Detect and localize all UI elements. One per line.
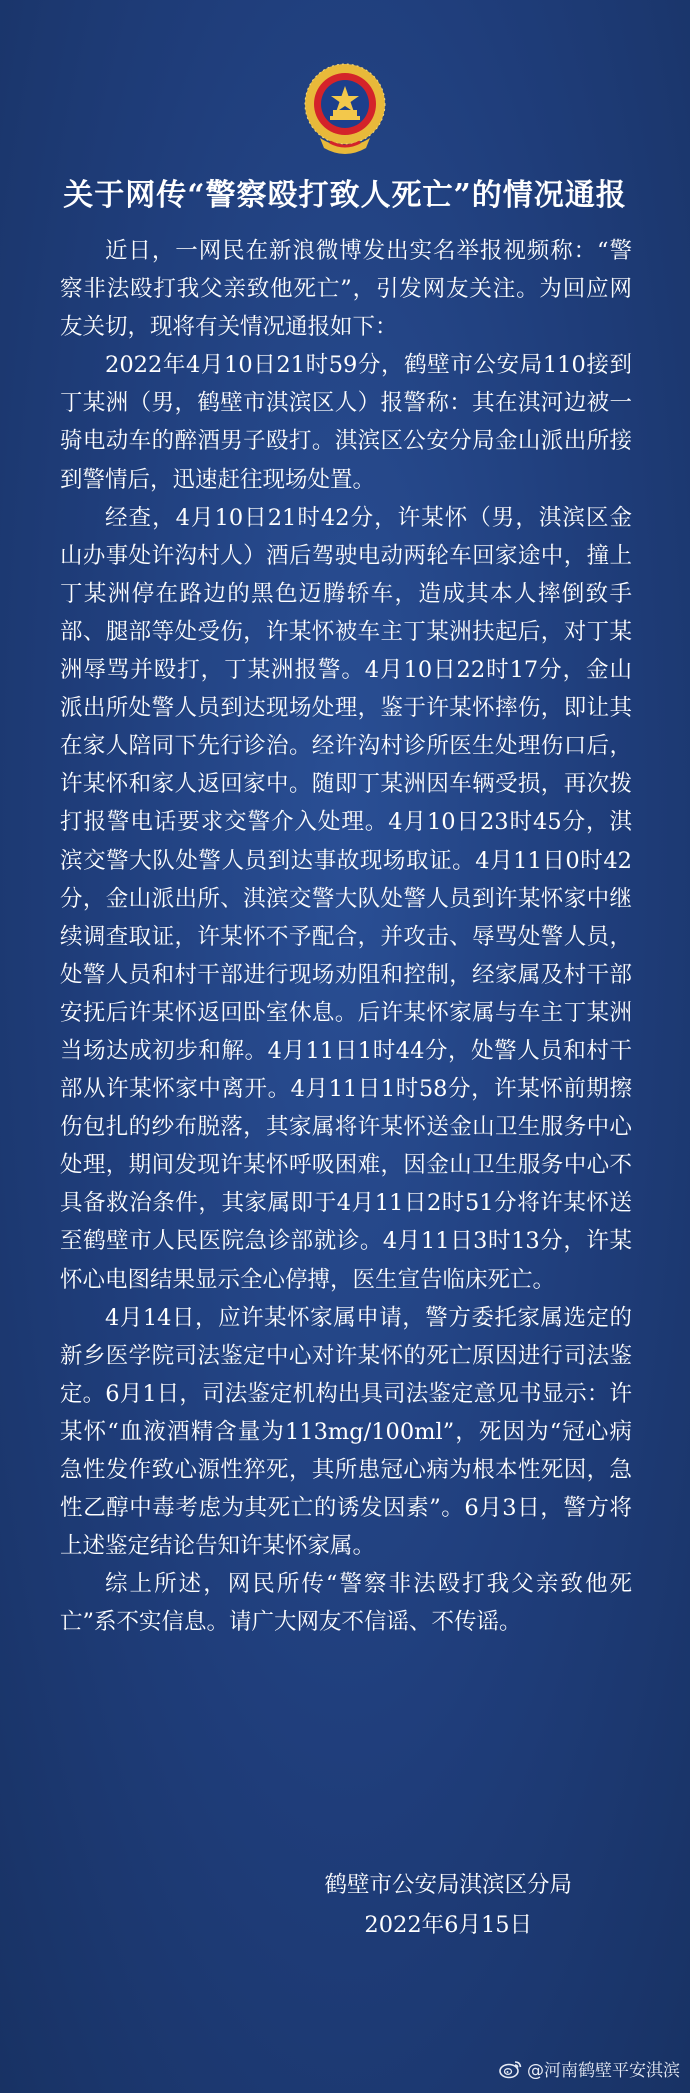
page-title: 关于网传“警察殴打致人死亡”的情况通报 xyxy=(63,178,627,213)
paragraph-report: 2022年4月10日21时59分，鹤壁市公安局110接到丁某洲（男，鹤壁市淇滨区人）报警称：其在淇河边被一骑电动车的醉酒男子殴打。淇滨区公安分局金山派出所接到警情后，迅速赶往现场处置。 xyxy=(60,352,632,493)
weibo-watermark xyxy=(499,2056,680,2081)
police-emblem-icon xyxy=(300,60,390,160)
paragraph-investigation: 经查，4月10日21时42分，许某怀（男，淇滨区金山办事处许沟村人）酒后驾驶电动两轮车回家途中，撞上丁某洲停在路边的黑色迈腾轿车，造成其本人摔倒致手部、腿部等处受伤，许某怀被车主丁某洲扶起后，对丁某洲辱骂并殴打，丁某洲报警。4月10日22时17分，金山派出所处警人员到达现场处理，鉴于许某怀摔伤，即让其在家人陪同下先行诊治。经许沟村诊所医生处理伤口后，许某怀和家人返回家中。随即丁某洲因车辆受损，再次拨打报警电话要求交警介入处理。4月10日23时45分，淇滨交警大队处警人员到达事故现场取证。4月11日0时42分，金山派出所、淇滨交警大队处警人员到许某怀家中继续调查取证，许某怀不予配合，并攻击、辱骂处警人员，处警人员和村干部进行现场劝阻和控制，经家属及村干部安抚后许某怀返回卧室休息。后许某怀家属与车主丁某洲当场达成初步和解。4月11日1时44分，处警人员和村干部从许某怀家中离开。4月11日1时58分，许某怀前期擦伤包扎的纱布脱落，其家属将许某怀送金山卫生服务中心处理，期间发现许某怀呼吸困难，因金山卫生服务中心不具备救治条件，其家属即于4月11日2时51分将许某怀送至鹤壁市人民医院急诊部就诊。4月11日3时13分，许某怀心电图结果显示全心停搏，医生宣告临床死亡。 xyxy=(60,504,632,1293)
signature-date: 2022年6月15日 xyxy=(364,1912,533,1938)
notice-body xyxy=(60,232,632,1641)
weibo-icon xyxy=(499,2059,523,2079)
paragraph-forensics: 4月14日，应许某怀家属申请，警方委托家属选定的新乡医学院司法鉴定中心对许某怀的死亡原因进行司法鉴定。6月1日，司法鉴定机构出具司法鉴定意见书显示：许某怀“血液酒精含量为113mg/100ml”，死因为“冠心病急性发作致心源性猝死，其所患冠心病为根本性死因，急性乙醇中毒考虑为其死亡的诱发因素”。6月3日，警方将上述鉴定结论告知许某怀家属。 xyxy=(60,1304,632,1560)
paragraph-conclusion: 综上所述，网民所传“警察非法殴打我父亲致他死亡”系不实信息。请广大网友不信谣、不传谣。 xyxy=(60,1571,632,1636)
signature-block xyxy=(324,1865,572,1945)
watermark-account: @河南鹤壁平安淇滨 xyxy=(527,2061,680,2081)
signature-organization: 鹤壁市公安局淇滨区分局 xyxy=(324,1872,572,1898)
paragraph-intro: 近日，一网民在新浪微博发出实名举报视频称：“警察非法殴打我父亲致他死亡”，引发网友关注。为回应网友关切，现将有关情况通报如下： xyxy=(60,238,632,341)
